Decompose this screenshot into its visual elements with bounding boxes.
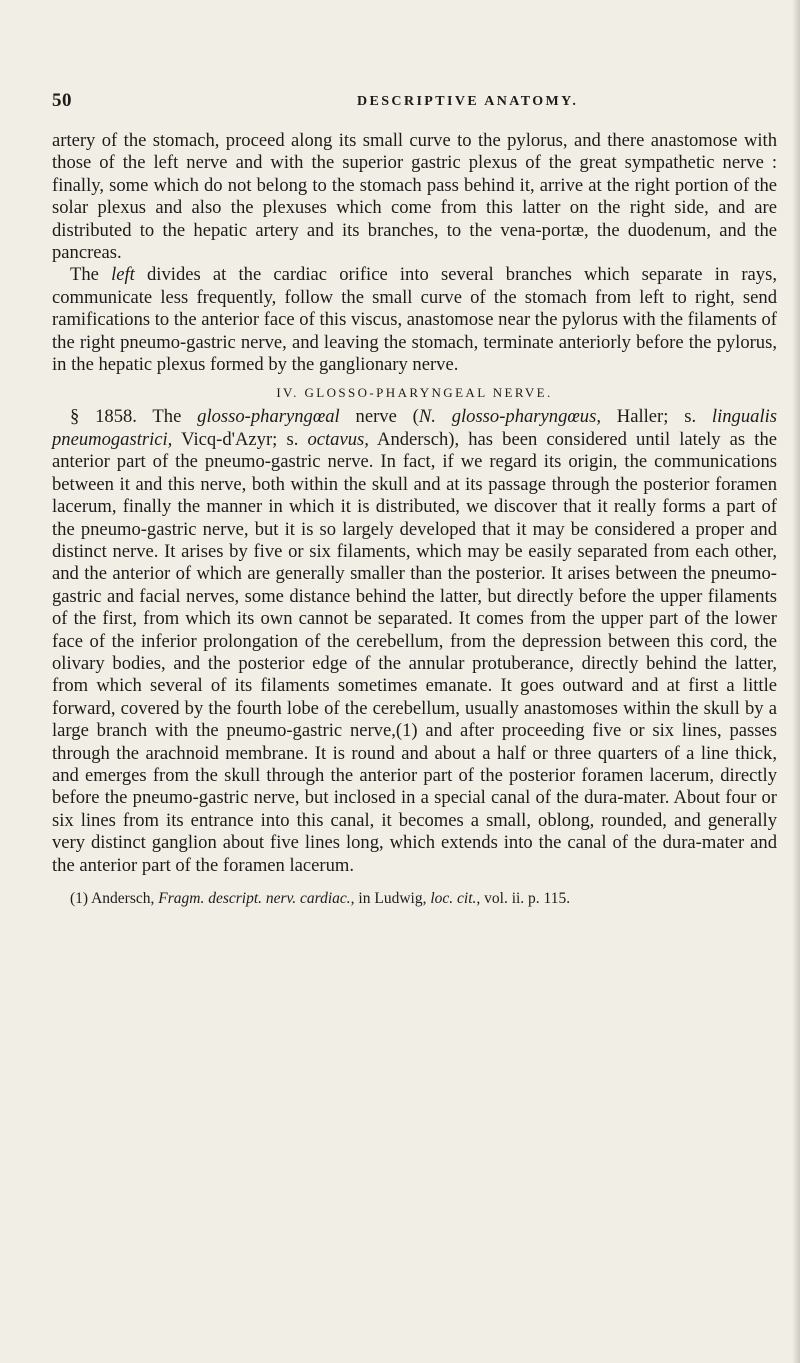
text-run: Haller; s. — [600, 406, 712, 428]
footnote — [52, 889, 777, 909]
page-body — [52, 130, 777, 909]
page-header — [52, 90, 772, 116]
text-run: The — [70, 264, 112, 286]
footnote-loc: loc. cit., — [430, 890, 481, 907]
italic-term: octavus, — [307, 428, 369, 450]
text-run: The — [136, 406, 198, 428]
footnote-text: in Ludwig, — [354, 890, 431, 907]
footnote-text: (1) Andersch, — [70, 890, 159, 907]
italic-term: N. glosso-pharyngœus, — [418, 406, 601, 428]
text-run: nerve ( — [339, 406, 419, 428]
italic-term-left: left — [111, 264, 135, 286]
text-run: divides at the cardiac orifice into several branches which separate in rays, communicate less frequently, follow the small curve of the stomach from left to right, send ramifications to the anterior face of this viscus, anastomose near the pylorus with the filaments of the right pneumo-gastric nerve, and leaving the stomach, terminate anteriorly before the pylorus, in the hepatic plexus formed by the ganglionary nerve. — [52, 264, 777, 376]
section-number: § 1858. — [70, 406, 137, 428]
running-head: DESCRIPTIVE ANATOMY. — [357, 94, 579, 109]
footnote-title: Fragm. descript. nerv. cardiac., — [158, 890, 355, 907]
paragraph-continued: artery of the stomach, proceed along its small curve to the pylorus, and there anastomose with those of the left nerve and with the superior gastric plexus of the great sympathetic nerve : finally, some which do not belong to the stomach pass behind it, arrive at the right portion of the solar plexus and also the plexuses which come from this latter on the right side, and are distributed to the hepatic artery and its branches, to the vena-portæ, the duodenum, and the pancreas. — [52, 130, 777, 264]
paragraph-left-nerve — [52, 264, 777, 376]
italic-term: lingualis pneumogastrici, — [52, 406, 778, 450]
paragraph-glosso-pharyngeal — [52, 406, 777, 877]
italic-term: glosso-pharyngœal — [197, 406, 340, 428]
page-edge-shadow — [792, 0, 800, 1363]
page-number: 50 — [52, 90, 72, 111]
text-run: Andersch), has been considered until lately as the anterior part of the pneumo-gastric nerve. In fact, if we regard its origin, the communications between it and this nerve, both within the skull and at its passage through the posterior foramen lacerum, finally the manner in which it is distributed, we discover that it really forms a part of the pneumo-gastric nerve, but it is so largely developed that it may be considered a proper and distinct nerve. It arises by five or six filaments, which may be easily separated from each other, and the anterior of which are generally smaller than the posterior. It arises between the pneumo-gastric and facial nerves, some distance behind the latter, but directly before the upper filaments of the first, from which its own cannot be separated. It comes from the upper part of the lower face of the inferior prolongation of the cerebellum, from the depression between this cord, the olivary bodies, and the posterior edge of the annular protuberance, directly behind the latter, from which several of its filaments sometimes emanate. It goes outward and at first a little forward, covered by the fourth lobe of the cerebellum, usually anastomoses within the skull by a large branch with the pneumo-gastric nerve,(1) and after proceeding five or six lines, passes through the arachnoid membrane. It is round and about a half or three quarters of a line thick, and emerges from the skull through the anterior part of the posterior foramen lacerum, directly before the pneumo-gastric nerve, but inclosed in a special canal of the dura-mater. About four or six lines from its entrance into this canal, it becomes a small, oblong, rounded, and generally very distinct ganglion about five lines long, which extends into the canal of the dura-mater and the anterior part of the foramen lacerum. — [52, 428, 777, 876]
footnote-text: vol. ii. p. 115. — [480, 890, 571, 907]
section-heading: IV. GLOSSO-PHARYNGEAL NERVE. — [276, 385, 553, 401]
text-run: Vicq-d'Azyr; s. — [172, 428, 308, 450]
